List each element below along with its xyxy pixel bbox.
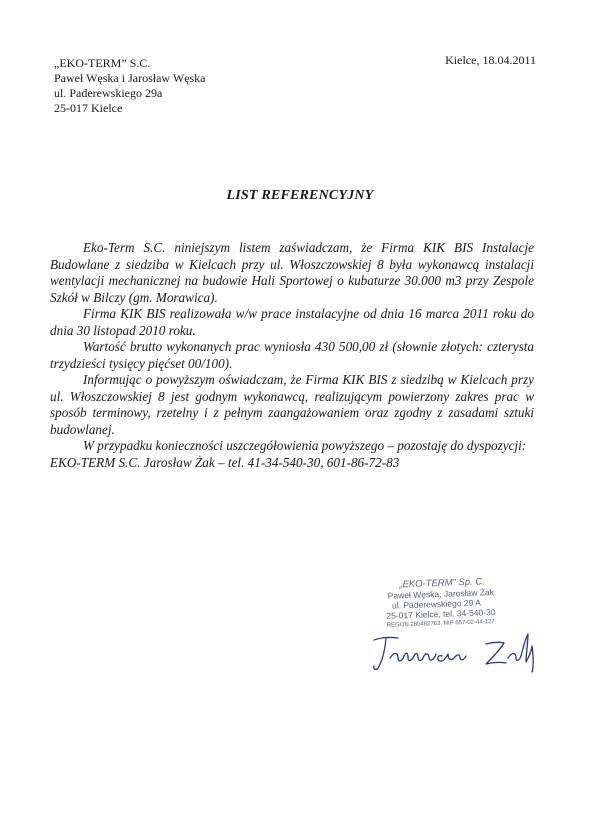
paragraph-confirmation: Eko-Term S.C. niniejszym listem zaświadczam, że Firma KIK BIS Instalacje Budowlane z siedziba w Kielcach przy ul. Włoszczowskiej 8 była wykonawcą instalacji wentylacji mechanicznej na budowie Hali Sportowej o kubaturze 30.000 m3 przy Zespole Szkół w Bilczy (gm. Morawica). [50,240,534,305]
signature-stroke-3 [438,654,466,661]
paragraph-value: Wartość brutto wykonanych prac wyniosła 430 500,00 zł (słownie złotych: czterysta trzydzieści tysięcy pięćset 00/100). [50,339,534,371]
paragraph-dates: Firma KIK BIS realizowała w/w prace instalacyjne od dnia 16 marca 2011 roku do dnia 30 listopad 2010 roku. [50,306,534,338]
paragraph-availability: W przypadku konieczności uszczegółowienia powyższego – pozostaję do dyspozycji: [83,438,527,453]
paragraph-statement: Informując o powyższym oświadczam, że Firma KIK BIS z siedzibą w Kielcach przy ul. Włoszczowskiej 8 jest godnym wykonawcą, realizującym powierzony zakres prac w sposób terminowy, rzetelny i z pełnym zaangażowaniem oraz zgodny z zasadami sztuki budowlanej. [50,372,534,437]
sender-owners: Paweł Węska i Jarosław Węska [54,71,206,85]
letter-body [50,240,534,471]
signature-stroke-4 [486,642,506,664]
sender-street: ul. Paderewskiego 29a [54,86,163,100]
signature-stroke-5 [508,634,533,672]
letter-date: Kielce, 18.04.2011 [445,53,536,67]
stamp-street: ul. Paderewskiego 29 A [391,597,482,611]
stamp-regon: REGON 280482763, NIP 657-02-44-127 [386,619,495,629]
signature-stroke-2 [390,653,436,661]
sender-address [54,56,206,116]
stamp-city: 25-017 Kielce, tel. 34-540-30 [386,606,496,621]
sender-company: „EKO-TERM” S.C. [54,56,151,70]
contact-line: EKO-TERM S.C. Jarosław Żak – tel. 41-34-540-30, 601-86-72-83 [50,454,400,470]
handwritten-signature [368,628,558,676]
letter-title: LIST REFERENCYJNY [226,188,374,203]
company-stamp [385,575,547,631]
stamp-company: „EKO-TERM” Sp. C. [399,576,485,591]
sender-city: 25-017 Kielce [54,101,123,115]
stamp-owners: Paweł Węska, Jarosław Żak [387,587,495,601]
